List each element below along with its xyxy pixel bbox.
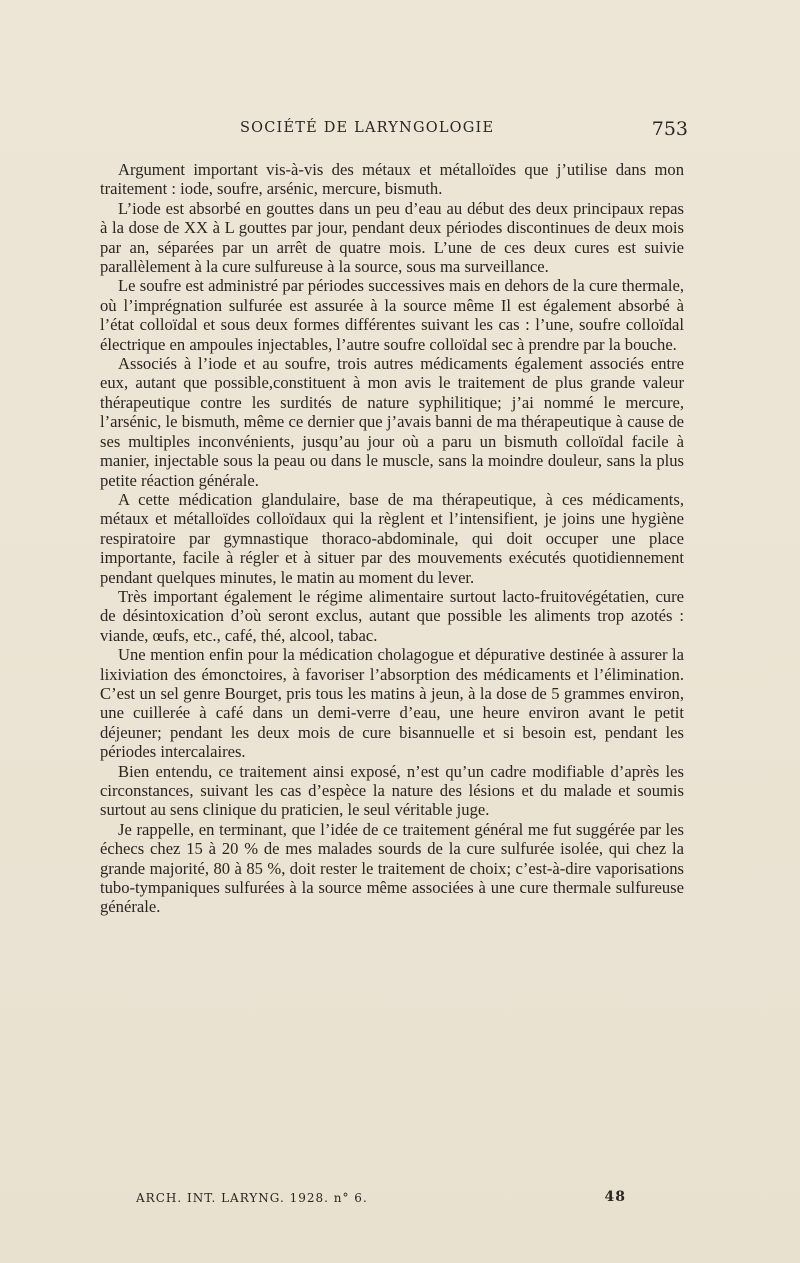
paragraph: Le soufre est administré par périodes successives mais en dehors de la cure thermale, où l’imprégnation sulfurée est assurée à la source même Il est également absorbé à l’état colloïdal et sous deux formes différentes suivant les cas : l’une, soufre colloïdal électrique en ampoules injectables, l’autre soufre colloïdal sec à prendre par la bouche. <box>100 276 684 354</box>
running-title: SOCIÉTÉ DE LARYNGOLOGIE <box>240 120 495 136</box>
paragraph: Je rappelle, en terminant, que l’idée de ce traitement général me fut suggérée par les échecs chez 15 à 20 % de mes malades sourds de la cure sulfurée isolée, qui chez la grande majorité, 80 à 85 %, doit rester le traitement de choix; c’est-à-dire vaporisations tubo-tympaniques sulfurées à la source même associées à une cure thermale sulfureuse générale. <box>100 819 684 917</box>
article-body <box>100 160 684 917</box>
paragraph: A cette médication glandulaire, base de ma thérapeutique, à ces médicaments, métaux et métalloïdes colloïdaux qui la règlent et l’intensifient, je joins une hygiène respiratoire par gymnastique thoraco-abdominale, qui doit occuper une place importante, facile à régler et à situer par des mouvements exécutés quotidiennement pendant quelques minutes, le matin au moment du lever. <box>100 489 684 587</box>
paragraph: Associés à l’iode et au soufre, trois autres médicaments également associés entre eux, autant que possible,constituent à mon avis le traitement de plus grande valeur thérapeutique contre les surdités de nature syphilitique; j’ai nommé le mercure, l’arsénic, le bismuth, même ce dernier que j’avais banni de ma thérapeutique à cause de ses multiples inconvénients, jusqu’au jour où a paru un bismuth colloïdal facile à manier, injectable sous la peau ou dans le muscle, sans la moindre douleur, sans la plus petite réaction générale. <box>100 354 684 490</box>
page-number: 753 <box>651 118 688 140</box>
page-footer <box>136 1189 626 1209</box>
paragraph: Très important également le régime alimentaire surtout lacto-fruitovégétatien, cure de désintoxication d’où seront exclus, autant que possible les aliments trop azotés : viande, œufs, etc., café, thé, alcool, tabac. <box>100 586 684 645</box>
page-header <box>100 118 688 144</box>
paragraph: Argument important vis-à-vis des métaux et métalloïdes que j’utilise dans mon traitement : iode, soufre, arsénic, mercure, bismuth. <box>100 160 684 199</box>
paragraph: Une mention enfin pour la médication cholagogue et dépurative destinée à assurer la lixiviation des émonctoires, à favoriser l’absorption des médicaments et l’élimination. C’est un sel genre Bourget, pris tous les matins à jeun, à la dose de 5 grammes environ, une cuillerée à café dans un demi-verre d’eau, une heure environ avant le petit déjeuner; pendant les deux mois de cure bisannuelle et si besoin est, pendant les périodes intercalaires. <box>100 645 684 762</box>
paragraph: L’iode est absorbé en gouttes dans un peu d’eau au début des deux principaux repas à la dose de XX à L gouttes par jour, pendant deux périodes discontinues de deux mois par an, séparées par un arrêt de quatre mois. L’une de ces deux cures est suivie parallèlement à la cure sulfureuse à la source, sous ma surveillance. <box>100 198 684 277</box>
journal-citation: ARCH. INT. LARYNG. 1928. n° 6. <box>136 1191 368 1205</box>
signature-mark: 48 <box>604 1189 626 1205</box>
paragraph: Bien entendu, ce traitement ainsi exposé, n’est qu’un cadre modifiable d’après les circonstances, suivant les cas d’espèce la nature des lésions et du malade et soumis surtout au sens clinique du praticien, le seul véritable juge. <box>100 761 684 820</box>
